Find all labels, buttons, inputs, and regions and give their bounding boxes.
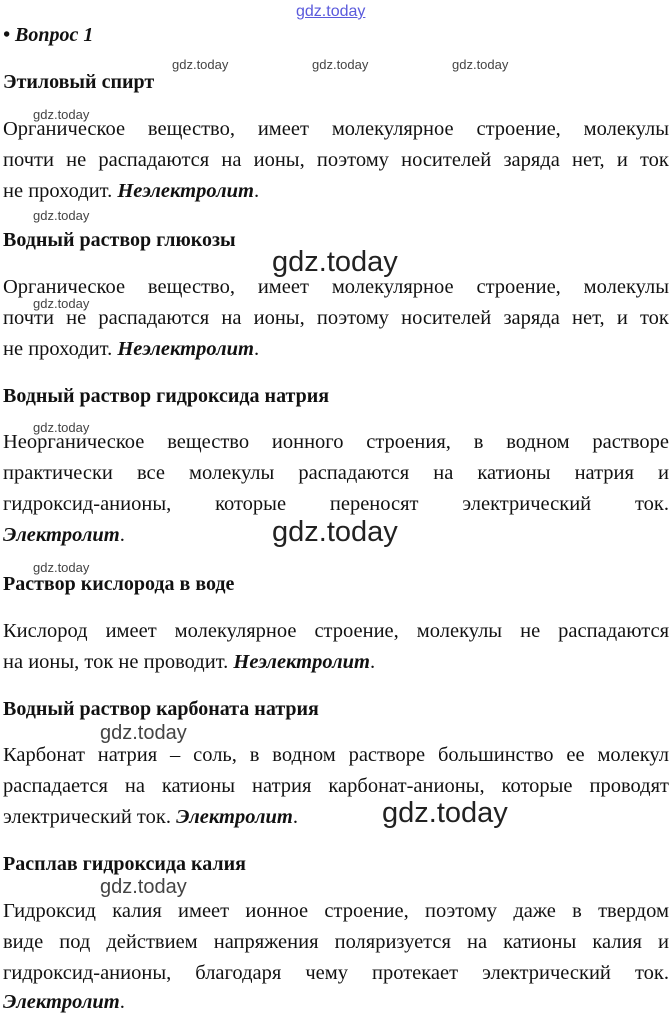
word: ток — [639, 149, 669, 171]
word: водном — [272, 744, 336, 766]
word: проводят — [589, 775, 669, 797]
word: все — [136, 462, 165, 484]
word: молекулярное — [331, 118, 454, 140]
word: которые — [501, 775, 573, 797]
text-line-part: электрический ток. — [3, 806, 171, 828]
word: твердом — [598, 900, 669, 922]
section-title: Водный раствор карбоната натрия — [3, 698, 319, 720]
word: протекает — [372, 962, 459, 984]
word: носителей — [401, 149, 492, 171]
word: на — [124, 775, 145, 797]
word: ее — [566, 744, 585, 766]
word: распадаются — [298, 462, 410, 484]
word: даже — [513, 900, 556, 922]
word: катионы — [477, 462, 551, 484]
word: распадаются — [98, 149, 210, 171]
word: и — [657, 931, 669, 953]
word: молекулы — [583, 118, 669, 140]
text-line — [3, 307, 669, 330]
word: растворе — [348, 744, 426, 766]
word: гидроксид-анионы, — [3, 962, 172, 984]
word: карбонат-анионы, — [328, 775, 485, 797]
word: Гидроксид — [3, 900, 96, 922]
watermark: gdz.today — [33, 560, 90, 575]
word: чему — [305, 962, 348, 984]
word: почти — [3, 149, 54, 171]
word: большинство — [437, 744, 554, 766]
word: распадаются — [558, 620, 669, 642]
word: строение, — [476, 276, 561, 298]
word: молекулы — [583, 276, 669, 298]
word: катионы — [503, 931, 577, 953]
text-line — [3, 931, 669, 954]
word: действием — [106, 931, 198, 953]
word: поэтому — [316, 149, 389, 171]
text-line — [3, 620, 669, 643]
word: вещество, — [147, 118, 235, 140]
word: калия — [592, 931, 642, 953]
watermark: gdz.today — [452, 57, 509, 72]
text-line — [3, 962, 669, 985]
word: поэтому — [425, 900, 498, 922]
watermark: gdz.today — [172, 57, 229, 72]
text-line — [3, 431, 669, 454]
word: и — [658, 462, 669, 484]
word: молекулы — [416, 620, 503, 642]
word: распадается — [3, 775, 108, 797]
word: натрия — [97, 744, 158, 766]
word: ток — [639, 307, 669, 329]
word: Карбонат — [3, 744, 85, 766]
word: калия — [112, 900, 162, 922]
word: имеет — [257, 276, 309, 298]
verdict: Неэлектролит — [117, 180, 254, 202]
section-title: Водный раствор гидроксида натрия — [3, 385, 330, 407]
word: электрический — [462, 493, 592, 515]
watermark: gdz.today — [100, 722, 187, 744]
word: в — [572, 900, 582, 922]
word: – — [170, 744, 181, 766]
text-line — [3, 775, 669, 798]
word: и — [616, 307, 628, 329]
text-line-part: на ионы, ток не проводит. — [3, 651, 229, 673]
watermark: gdz.today — [33, 296, 90, 311]
word: имеет — [178, 900, 230, 922]
verdict: Электролит — [3, 524, 120, 546]
word: строения, — [366, 431, 451, 453]
watermark: gdz.today — [272, 246, 398, 278]
word: строение, — [476, 118, 561, 140]
word: заряда — [503, 149, 560, 171]
watermark-top[interactable]: gdz.today — [296, 3, 366, 20]
word: не — [66, 149, 87, 171]
word: Кислород — [3, 620, 88, 642]
word: растворе — [592, 431, 669, 453]
text-line: Электролит. — [3, 991, 125, 1013]
text-line — [3, 149, 669, 172]
word: переносят — [329, 493, 419, 515]
section-title: Раствор кислорода в воде — [3, 573, 235, 595]
word: почти — [3, 307, 54, 329]
word: не — [520, 620, 541, 642]
verdict: Электролит — [176, 806, 293, 828]
verdict: Неэлектролит — [233, 651, 370, 673]
word: на — [433, 462, 454, 484]
section-title: Расплав гидроксида калия — [3, 853, 246, 875]
text-line — [3, 744, 669, 767]
word: гидроксид-анионы, — [3, 493, 172, 515]
text-line: электрический ток. Электролит. — [3, 806, 298, 828]
word: ток. — [634, 493, 669, 515]
word: напряжения — [213, 931, 319, 953]
word: катионы — [161, 775, 236, 797]
text-line — [3, 462, 669, 485]
word: Неорганическое — [3, 431, 145, 453]
watermark: gdz.today — [382, 797, 508, 829]
word: на — [221, 307, 242, 329]
word: под — [59, 931, 91, 953]
word: нет, — [572, 307, 605, 329]
word: заряда — [503, 307, 560, 329]
word: носителей — [401, 307, 492, 329]
word: ток. — [634, 962, 669, 984]
word: молекулярное — [174, 620, 297, 642]
watermark: gdz.today — [312, 57, 369, 72]
text-line — [3, 900, 669, 923]
word: строение, — [314, 620, 399, 642]
word: электрический — [482, 962, 611, 984]
word: имеет — [257, 118, 309, 140]
watermark: gdz.today — [100, 876, 187, 898]
text-line — [3, 493, 669, 516]
question-title: • Вопрос 1 — [3, 24, 94, 46]
word: практически — [3, 462, 113, 484]
watermark: gdz.today — [33, 107, 90, 122]
section-title: Водный раствор глюкозы — [3, 229, 236, 251]
word: натрия — [574, 462, 634, 484]
word: ионного — [271, 431, 344, 453]
word: молекулярное — [331, 276, 454, 298]
word: ионы, — [253, 149, 305, 171]
watermark: gdz.today — [272, 516, 398, 548]
word: и — [616, 149, 628, 171]
text-line: на ионы, ток не проводит. Неэлектролит. — [3, 651, 376, 673]
watermark: gdz.today — [33, 208, 90, 223]
word: поэтому — [316, 307, 389, 329]
word: нет, — [572, 149, 605, 171]
word: на — [221, 149, 242, 171]
text-line: Электролит. — [3, 524, 125, 546]
text-line-part: не проходит. — [3, 180, 113, 202]
word: ионное — [245, 900, 309, 922]
word: молекул — [597, 744, 669, 766]
word: натрия — [252, 775, 312, 797]
word: не — [66, 307, 87, 329]
text-line: не проходит. Неэлектролит. — [3, 180, 260, 202]
word: виде — [3, 931, 44, 953]
verdict: Электролит — [3, 991, 120, 1013]
word: водном — [506, 431, 570, 453]
word: в — [249, 744, 260, 766]
word: распадаются — [98, 307, 210, 329]
word: вещество — [167, 431, 250, 453]
word: имеет — [105, 620, 157, 642]
text-line: не проходит. Неэлектролит. — [3, 338, 260, 360]
word: поляризуется — [334, 931, 451, 953]
watermark: gdz.today — [33, 420, 90, 435]
word: Органическое — [3, 276, 126, 298]
verdict: Неэлектролит — [117, 338, 254, 360]
word: на — [466, 931, 488, 953]
word: которые — [215, 493, 287, 515]
text-line — [3, 276, 669, 299]
word: строение, — [324, 900, 409, 922]
word: вещество, — [147, 276, 235, 298]
text-line-part: не проходит. — [3, 338, 113, 360]
word: Органическое — [3, 118, 126, 140]
section-title: Этиловый спирт — [3, 71, 155, 93]
word: в — [473, 431, 484, 453]
word: ионы, — [253, 307, 305, 329]
word: соль, — [193, 744, 237, 766]
word: благодаря — [195, 962, 282, 984]
text-line — [3, 118, 669, 141]
word: молекулы — [189, 462, 275, 484]
